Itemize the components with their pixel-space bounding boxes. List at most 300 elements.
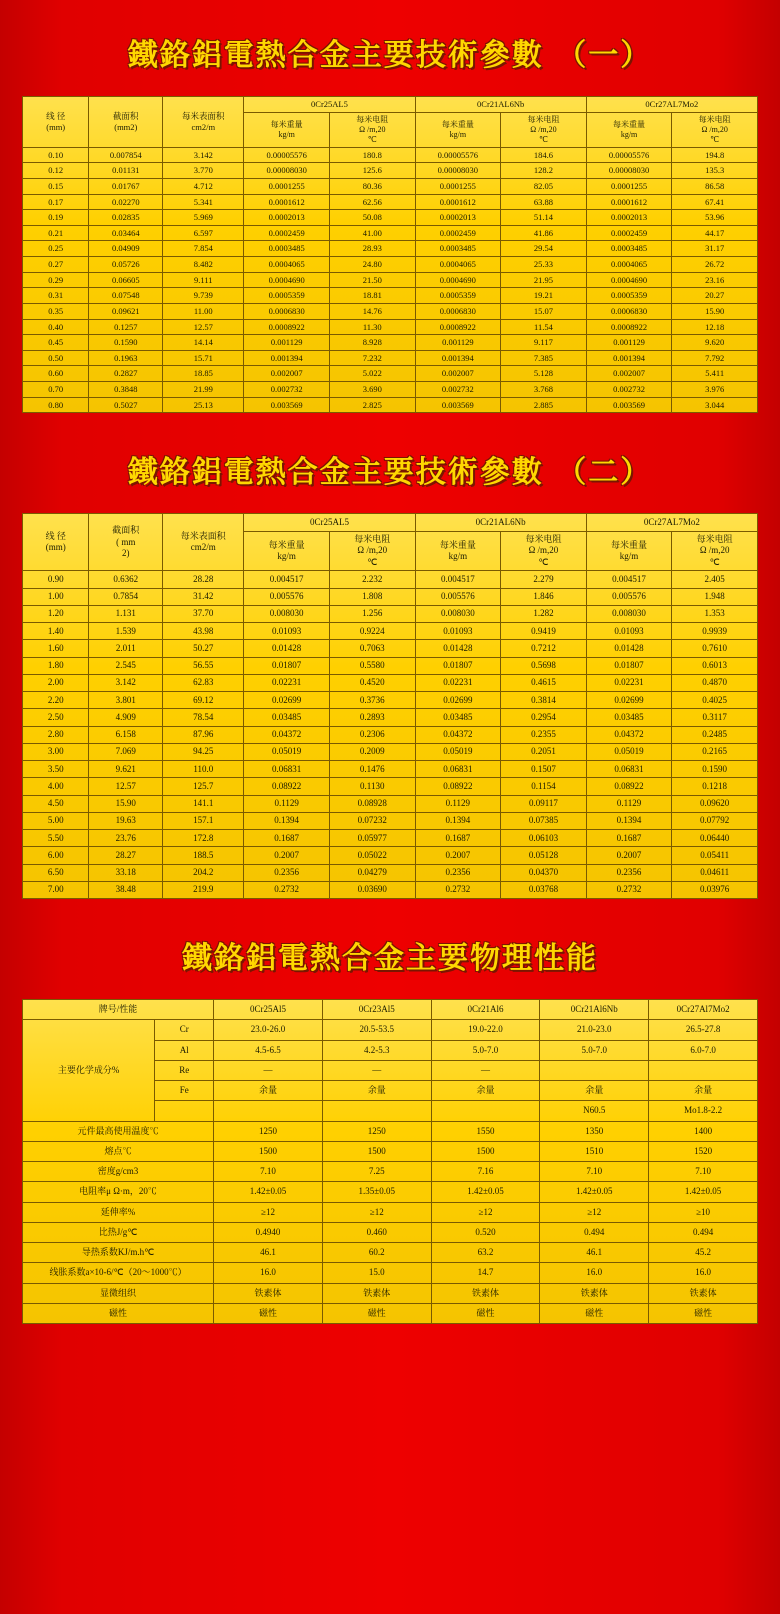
- table-1-wrapper: [0, 96, 780, 413]
- cell-value: 0.02835: [89, 210, 163, 226]
- cell-value: 0.2356: [586, 864, 672, 881]
- cell-value: 0.0001255: [415, 178, 501, 194]
- cell-value: 21.50: [329, 272, 415, 288]
- table-row: [23, 1243, 758, 1263]
- cell-value: 15.0: [322, 1263, 431, 1283]
- cell-value: 0.05128: [501, 847, 587, 864]
- row-label: 延伸率%: [23, 1202, 214, 1222]
- cell-value: 0.2007: [244, 847, 330, 864]
- cell-value: 0.07232: [329, 812, 415, 829]
- cell-value: 12.57: [163, 319, 244, 335]
- table-row: [23, 623, 758, 640]
- cell-diameter: 2.80: [23, 726, 89, 743]
- table-row: [23, 1162, 758, 1182]
- cell-value: 0.08922: [586, 778, 672, 795]
- cell-value: 7.10: [649, 1162, 758, 1182]
- cell-value: 0.06103: [501, 830, 587, 847]
- cell-value: 0.0001255: [244, 178, 330, 194]
- cell-value: 0.05726: [89, 257, 163, 273]
- table-1-body: [23, 147, 758, 413]
- cell-value: 0.00008030: [415, 163, 501, 179]
- cell-value: 41.00: [329, 225, 415, 241]
- cell-value: 0.6013: [672, 657, 758, 674]
- cell-value: 1.539: [89, 623, 163, 640]
- cell-value: 0.002007: [415, 366, 501, 382]
- cell-value: 0.0006830: [586, 303, 672, 319]
- cell-value: 0.001129: [244, 335, 330, 351]
- table-row: [23, 366, 758, 382]
- cell-value: 0.09620: [672, 795, 758, 812]
- cell-value: 0.03976: [672, 881, 758, 898]
- cell-value: 0.02699: [586, 692, 672, 709]
- cell-element-symbol: Cr: [155, 1020, 214, 1040]
- cell-value: 0.2954: [501, 709, 587, 726]
- cell-value: 1510: [540, 1141, 649, 1161]
- cell-value: 1.282: [501, 605, 587, 622]
- cell-value: 1.808: [329, 588, 415, 605]
- cell-value: N60.5: [540, 1101, 649, 1121]
- cell-element-symbol: Al: [155, 1040, 214, 1060]
- cell-value: 24.80: [329, 257, 415, 273]
- cell-value: 37.70: [163, 605, 244, 622]
- cell-value: 180.8: [329, 147, 415, 163]
- table-row: [23, 692, 758, 709]
- cell-value: 余量: [322, 1081, 431, 1101]
- table-row: [23, 743, 758, 760]
- cell-value: 5.022: [329, 366, 415, 382]
- row-label: 比热J/g℃: [23, 1222, 214, 1242]
- cell-value: 1.948: [672, 588, 758, 605]
- cell-value: 0.00005576: [244, 147, 330, 163]
- table-2-wrapper: [0, 513, 780, 899]
- cell-value: 19.0-22.0: [431, 1020, 540, 1040]
- cell-value: 16.0: [214, 1263, 323, 1283]
- cell-value: 0.05411: [672, 847, 758, 864]
- cell-value: 1350: [540, 1121, 649, 1141]
- cell-value: 1500: [431, 1141, 540, 1161]
- cell-value: 0.002732: [586, 382, 672, 398]
- cell-value: 0.5580: [329, 657, 415, 674]
- cell-value: 2.011: [89, 640, 163, 657]
- cell-value: —: [431, 1060, 540, 1080]
- cell-value: 0.01428: [244, 640, 330, 657]
- col-header-diameter: 线 径 (mm): [23, 514, 89, 571]
- cell-value: 0.2732: [244, 881, 330, 898]
- cell-value: 141.1: [163, 795, 244, 812]
- cell-value: 28.27: [89, 847, 163, 864]
- cell-value: 0.0005359: [415, 288, 501, 304]
- cell-value: 0.1590: [672, 761, 758, 778]
- cell-value: 14.14: [163, 335, 244, 351]
- cell-value: 12.18: [672, 319, 758, 335]
- cell-value: 0.01428: [586, 640, 672, 657]
- cell-value: 1.353: [672, 605, 758, 622]
- table-row: [23, 726, 758, 743]
- cell-value: 0.9224: [329, 623, 415, 640]
- table-row: [23, 571, 758, 588]
- cell-value: 磁性: [649, 1303, 758, 1323]
- cell-value: 3.142: [163, 147, 244, 163]
- cell-value: 0.03485: [586, 709, 672, 726]
- cell-value: 0.03485: [415, 709, 501, 726]
- cell-value: 铁素体: [322, 1283, 431, 1303]
- cell-value: 0.08922: [244, 778, 330, 795]
- cell-value: 磁性: [214, 1303, 323, 1323]
- cell-diameter: 0.17: [23, 194, 89, 210]
- cell-value: 16.0: [540, 1263, 649, 1283]
- cell-value: 0.08928: [329, 795, 415, 812]
- col-header-alloy-5: 0Cr27Al7Mo2: [649, 1000, 758, 1020]
- cell-value: 43.98: [163, 623, 244, 640]
- cell-diameter: 3.50: [23, 761, 89, 778]
- cell-value: 0.0002459: [244, 225, 330, 241]
- cell-value: 3.142: [89, 674, 163, 691]
- cell-value: 0.2356: [415, 864, 501, 881]
- cell-value: 7.385: [501, 350, 587, 366]
- cell-value: 2.232: [329, 571, 415, 588]
- table-row: [23, 1121, 758, 1141]
- cell-value: 53.96: [672, 210, 758, 226]
- table-row: [23, 881, 758, 898]
- table-row: [23, 605, 758, 622]
- cell-value: 20.5-53.5: [322, 1020, 431, 1040]
- table-row: [23, 147, 758, 163]
- table-row: [23, 830, 758, 847]
- table-3-wrapper: [0, 999, 780, 1324]
- cell-value: 0.5027: [89, 397, 163, 413]
- cell-value: 0.2009: [329, 743, 415, 760]
- physical-properties-table: [22, 999, 758, 1324]
- cell-value: 0.1687: [244, 830, 330, 847]
- cell-value: 0.003569: [415, 397, 501, 413]
- cell-value: 3.690: [329, 382, 415, 398]
- cell-value: 0.05019: [244, 743, 330, 760]
- cell-value: 0.3736: [329, 692, 415, 709]
- cell-value: 余量: [540, 1081, 649, 1101]
- cell-value: 0.00008030: [586, 163, 672, 179]
- cell-value: 0.0006830: [244, 303, 330, 319]
- cell-value: 0.0001612: [586, 194, 672, 210]
- table-row: [23, 1020, 758, 1040]
- cell-value: 0.04372: [586, 726, 672, 743]
- cell-value: [322, 1101, 431, 1121]
- cell-value: 0.5698: [501, 657, 587, 674]
- cell-value: 0.9939: [672, 623, 758, 640]
- cell-value: 0.4615: [501, 674, 587, 691]
- cell-value: 11.00: [163, 303, 244, 319]
- cell-value: 0.2306: [329, 726, 415, 743]
- cell-value: 1500: [214, 1141, 323, 1161]
- cell-value: 0.06605: [89, 272, 163, 288]
- cell-value: 0.04372: [415, 726, 501, 743]
- table-row: [23, 303, 758, 319]
- cell-value: 0.01807: [244, 657, 330, 674]
- cell-diameter: 0.19: [23, 210, 89, 226]
- cell-value: 51.14: [501, 210, 587, 226]
- cell-value: 1500: [322, 1141, 431, 1161]
- cell-value: 6.597: [163, 225, 244, 241]
- cell-value: 23.16: [672, 272, 758, 288]
- cell-value: 0.2356: [244, 864, 330, 881]
- cell-diameter: 1.60: [23, 640, 89, 657]
- table-row: [23, 1141, 758, 1161]
- subcol-resistance-1: 每米电阻 Ω /m,20 ℃: [329, 531, 415, 571]
- table-2-body: [23, 571, 758, 899]
- cell-value: 0.4520: [329, 674, 415, 691]
- table-row: [23, 1222, 758, 1242]
- cell-diameter: 0.29: [23, 272, 89, 288]
- cell-value: 1520: [649, 1141, 758, 1161]
- cell-value: 9.620: [672, 335, 758, 351]
- cell-value: 0.01767: [89, 178, 163, 194]
- cell-value: 0.494: [540, 1222, 649, 1242]
- cell-diameter: 0.70: [23, 382, 89, 398]
- cell-value: 0.0004065: [586, 257, 672, 273]
- cell-value: 23.76: [89, 830, 163, 847]
- cell-value: 0.005576: [586, 588, 672, 605]
- cell-value: 0.003569: [244, 397, 330, 413]
- cell-value: 25.33: [501, 257, 587, 273]
- cell-value: 0.4870: [672, 674, 758, 691]
- table-row: [23, 795, 758, 812]
- cell-value: 0.1394: [586, 812, 672, 829]
- col-header-alloy-3: 0Cr21Al6: [431, 1000, 540, 1020]
- subcol-weight-2: 每米重量 kg/m: [415, 112, 501, 147]
- cell-value: 9.111: [163, 272, 244, 288]
- cell-diameter: 4.00: [23, 778, 89, 795]
- cell-value: 0.7063: [329, 640, 415, 657]
- col-group-alloy-3: 0Cr27AL7Mo2: [586, 514, 757, 531]
- cell-value: [214, 1101, 323, 1121]
- cell-value: 31.17: [672, 241, 758, 257]
- cell-value: ≥12: [431, 1202, 540, 1222]
- row-label: 密度g/cm3: [23, 1162, 214, 1182]
- cell-value: 0.0001612: [244, 194, 330, 210]
- cell-value: 2.885: [501, 397, 587, 413]
- cell-value: 0.2732: [586, 881, 672, 898]
- subcol-resistance-2: 每米电阻 Ω /m,20 ℃: [501, 531, 587, 571]
- col-header-diameter: 线 径 (mm): [23, 97, 89, 148]
- cell-value: 21.0-23.0: [540, 1020, 649, 1040]
- cell-value: 0.005576: [415, 588, 501, 605]
- subcol-resistance-1: 每米电阻 Ω /m,20 ℃: [329, 112, 415, 147]
- cell-value: 0.08922: [415, 778, 501, 795]
- cell-value: 3.770: [163, 163, 244, 179]
- table-row: [23, 350, 758, 366]
- cell-value: 余量: [649, 1081, 758, 1101]
- cell-value: 0.02231: [244, 674, 330, 691]
- cell-value: 7.792: [672, 350, 758, 366]
- row-label: 线胀系数a×10-6/℃（20～1000℃）: [23, 1263, 214, 1283]
- cell-element-symbol: [155, 1101, 214, 1121]
- cell-value: 0.07548: [89, 288, 163, 304]
- cell-value: 0.03768: [501, 881, 587, 898]
- cell-value: 15.07: [501, 303, 587, 319]
- col-group-alloy-2: 0Cr21AL6Nb: [415, 514, 586, 531]
- cell-value: 62.83: [163, 674, 244, 691]
- cell-value: 0.003569: [586, 397, 672, 413]
- table-row: [23, 319, 758, 335]
- cell-value: 0.05977: [329, 830, 415, 847]
- cell-value: 0.01807: [586, 657, 672, 674]
- cell-value: 5.969: [163, 210, 244, 226]
- cell-diameter: 6.00: [23, 847, 89, 864]
- cell-value: 余量: [214, 1081, 323, 1101]
- cell-value: 46.1: [540, 1243, 649, 1263]
- cell-value: 60.2: [322, 1243, 431, 1263]
- col-header-section-area: 截面积 ( mm 2): [89, 514, 163, 571]
- cell-value: 0.0001612: [415, 194, 501, 210]
- cell-value: 5.128: [501, 366, 587, 382]
- subcol-resistance-3: 每米电阻 Ω /m,20 ℃: [672, 112, 758, 147]
- cell-value: 0.001394: [586, 350, 672, 366]
- col-group-alloy-1: 0Cr25AL5: [244, 97, 415, 113]
- page-title-2: 鐵鉻鋁電熱合金主要技術參數 （二）: [127, 455, 653, 491]
- cell-diameter: 0.90: [23, 571, 89, 588]
- cell-value: 0.06831: [244, 761, 330, 778]
- cell-value: 0.0003485: [244, 241, 330, 257]
- table-header-row: [23, 514, 758, 531]
- cell-value: 0.04372: [244, 726, 330, 743]
- cell-value: 1550: [431, 1121, 540, 1141]
- cell-diameter: 0.45: [23, 335, 89, 351]
- cell-element-symbol: Fe: [155, 1081, 214, 1101]
- cell-value: 0.2051: [501, 743, 587, 760]
- subcol-weight-3: 每米重量 kg/m: [586, 531, 672, 571]
- table-row: [23, 864, 758, 881]
- cell-value: 0.0002013: [415, 210, 501, 226]
- cell-value: 2.279: [501, 571, 587, 588]
- cell-value: 7.25: [322, 1162, 431, 1182]
- cell-value: 3.768: [501, 382, 587, 398]
- table-3-body: [23, 1020, 758, 1324]
- cell-value: 0.2355: [501, 726, 587, 743]
- table-row: [23, 272, 758, 288]
- cell-value: —: [214, 1060, 323, 1080]
- cell-value: 63.88: [501, 194, 587, 210]
- cell-value: 0.04279: [329, 864, 415, 881]
- cell-value: 25.13: [163, 397, 244, 413]
- cell-value: 5.0-7.0: [431, 1040, 540, 1060]
- cell-value: 157.1: [163, 812, 244, 829]
- cell-value: 14.76: [329, 303, 415, 319]
- cell-value: 7.16: [431, 1162, 540, 1182]
- cell-value: 204.2: [163, 864, 244, 881]
- col-header-alloy-1: 0Cr25Al5: [214, 1000, 323, 1020]
- cell-value: 0.001129: [586, 335, 672, 351]
- col-group-alloy-3: 0Cr27AL7Mo2: [586, 97, 757, 113]
- cell-value: 0.01807: [415, 657, 501, 674]
- cell-value: 23.0-26.0: [214, 1020, 323, 1040]
- cell-value: 0.09117: [501, 795, 587, 812]
- cell-value: 7.069: [89, 743, 163, 760]
- table-header-row: [23, 1000, 758, 1020]
- cell-diameter: 0.12: [23, 163, 89, 179]
- cell-value: 0.04611: [672, 864, 758, 881]
- row-label: 导热系数KJ/m.h℃: [23, 1243, 214, 1263]
- cell-value: 15.71: [163, 350, 244, 366]
- cell-value: 2.825: [329, 397, 415, 413]
- cell-value: 56.55: [163, 657, 244, 674]
- cell-value: 12.57: [89, 778, 163, 795]
- page-title-3: 鐵鉻鋁電熱合金主要物理性能: [182, 941, 598, 976]
- cell-value: 94.25: [163, 743, 244, 760]
- cell-value: 6.158: [89, 726, 163, 743]
- cell-value: 0.0002013: [586, 210, 672, 226]
- cell-value: 28.93: [329, 241, 415, 257]
- cell-value: 128.2: [501, 163, 587, 179]
- cell-value: ≥12: [214, 1202, 323, 1222]
- cell-value: 0.1963: [89, 350, 163, 366]
- cell-value: 0.02231: [586, 674, 672, 691]
- cell-value: 0.1129: [586, 795, 672, 812]
- table-row: [23, 657, 758, 674]
- cell-value: 7.10: [540, 1162, 649, 1182]
- cell-value: 9.621: [89, 761, 163, 778]
- cell-value: 0.0006830: [415, 303, 501, 319]
- cell-value: 31.42: [163, 588, 244, 605]
- cell-value: 125.7: [163, 778, 244, 795]
- cell-value: 0.1129: [244, 795, 330, 812]
- cell-value: 0.1257: [89, 319, 163, 335]
- cell-value: 0.0004690: [415, 272, 501, 288]
- cell-value: 87.96: [163, 726, 244, 743]
- cell-value: 0.2732: [415, 881, 501, 898]
- cell-value: 33.18: [89, 864, 163, 881]
- cell-value: ≥10: [649, 1202, 758, 1222]
- cell-diameter: 0.21: [23, 225, 89, 241]
- cell-diameter: 2.50: [23, 709, 89, 726]
- cell-value: 0.0008922: [586, 319, 672, 335]
- cell-value: 5.341: [163, 194, 244, 210]
- cell-value: 9.117: [501, 335, 587, 351]
- table-row: [23, 178, 758, 194]
- cell-value: 铁素体: [649, 1283, 758, 1303]
- cell-value: 0.2165: [672, 743, 758, 760]
- cell-value: 15.90: [89, 795, 163, 812]
- cell-value: 80.36: [329, 178, 415, 194]
- cell-value: 62.56: [329, 194, 415, 210]
- subcol-resistance-2: 每米电阻 Ω /m,20 ℃: [501, 112, 587, 147]
- cell-value: 172.8: [163, 830, 244, 847]
- cell-value: 7.854: [163, 241, 244, 257]
- col-group-alloy-2: 0Cr21AL6Nb: [415, 97, 586, 113]
- cell-value: 0.004517: [415, 571, 501, 588]
- table-row: [23, 778, 758, 795]
- cell-value: 26.72: [672, 257, 758, 273]
- cell-value: 0.001394: [244, 350, 330, 366]
- cell-value: 0.05019: [415, 743, 501, 760]
- cell-value: 11.54: [501, 319, 587, 335]
- cell-value: 0.00008030: [244, 163, 330, 179]
- cell-diameter: 0.31: [23, 288, 89, 304]
- cell-value: 0.0001255: [586, 178, 672, 194]
- row-label-composition: 主要化学成分%: [23, 1020, 155, 1121]
- cell-value: 0.3848: [89, 382, 163, 398]
- cell-value: 0.0003485: [415, 241, 501, 257]
- cell-value: 0.0002459: [415, 225, 501, 241]
- cell-value: 0.1218: [672, 778, 758, 795]
- subcol-resistance-3: 每米电阻 Ω /m,20 ℃: [672, 531, 758, 571]
- cell-value: 0.0003485: [586, 241, 672, 257]
- cell-value: 0.1687: [415, 830, 501, 847]
- cell-diameter: 0.40: [23, 319, 89, 335]
- table-row: [23, 1283, 758, 1303]
- cell-value: 0.2007: [586, 847, 672, 864]
- cell-value: 0.07792: [672, 812, 758, 829]
- cell-value: 0.01093: [415, 623, 501, 640]
- table-row: [23, 257, 758, 273]
